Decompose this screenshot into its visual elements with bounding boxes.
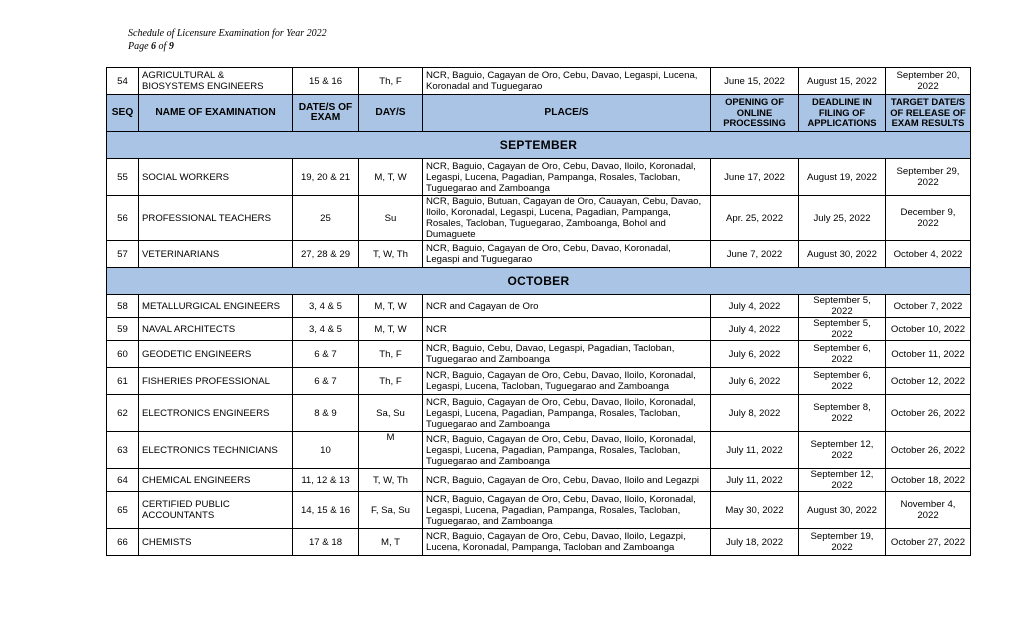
document-title: Schedule of Licensure Examination for Year 2022 bbox=[128, 28, 327, 39]
places-cell: NCR, Baguio, Cagayan de Oro, Cebu, Davao, Iloilo, Legazpi, Lucena, Koronadal, Pampanga, Tacloban and Zamboanga bbox=[423, 529, 711, 556]
opening-cell: Apr. 25, 2022 bbox=[711, 196, 799, 241]
table-row bbox=[107, 295, 971, 318]
deadline-cell: August 30, 2022 bbox=[799, 241, 886, 268]
exam-name-cell: METALLURGICAL ENGINEERS bbox=[139, 295, 293, 318]
opening-cell: July 6, 2022 bbox=[711, 368, 799, 395]
deadline-cell: August 15, 2022 bbox=[799, 68, 886, 95]
dates-cell: 25 bbox=[293, 196, 359, 241]
places-cell: NCR bbox=[423, 318, 711, 341]
dates-cell: 11, 12 & 13 bbox=[293, 469, 359, 492]
opening-cell: July 4, 2022 bbox=[711, 295, 799, 318]
table-row bbox=[107, 341, 971, 368]
seq-cell: 54 bbox=[107, 68, 139, 95]
exam-name-cell: GEODETIC ENGINEERS bbox=[139, 341, 293, 368]
page-header bbox=[128, 27, 327, 53]
table-row bbox=[107, 395, 971, 432]
exam-name-cell: CHEMICAL ENGINEERS bbox=[139, 469, 293, 492]
opening-cell: July 8, 2022 bbox=[711, 395, 799, 432]
days-cell: T, W, Th bbox=[359, 241, 423, 268]
places-cell: NCR, Baguio, Butuan, Cagayan de Oro, Cauayan, Cebu, Davao, Iloilo, Koronadal, Legaspi, Lucena, Pagadian, Pampanga, Rosales, Tacloban, Tuguegarao, Zamboanga, Bohol and Dumaguete bbox=[423, 196, 711, 241]
release-cell: September 20, 2022 bbox=[886, 68, 971, 95]
opening-cell: May 30, 2022 bbox=[711, 492, 799, 529]
deadline-cell: September 19, 2022 bbox=[799, 529, 886, 556]
dates-cell: 6 & 7 bbox=[293, 368, 359, 395]
days-cell: F, Sa, Su bbox=[359, 492, 423, 529]
opening-cell: June 7, 2022 bbox=[711, 241, 799, 268]
release-cell: October 26, 2022 bbox=[886, 395, 971, 432]
release-cell: October 4, 2022 bbox=[886, 241, 971, 268]
exam-schedule-table bbox=[106, 67, 971, 556]
days-cell: M, T bbox=[359, 529, 423, 556]
opening-cell: June 17, 2022 bbox=[711, 159, 799, 196]
dates-cell: 3, 4 & 5 bbox=[293, 295, 359, 318]
days-cell: T, W, Th bbox=[359, 469, 423, 492]
release-cell: October 12, 2022 bbox=[886, 368, 971, 395]
release-cell: December 9, 2022 bbox=[886, 196, 971, 241]
places-cell: NCR, Baguio, Cebu, Davao, Legaspi, Pagadian, Tacloban, Tuguegarao and Zamboanga bbox=[423, 341, 711, 368]
seq-cell: 61 bbox=[107, 368, 139, 395]
days-cell: Th, F bbox=[359, 341, 423, 368]
table-row bbox=[107, 159, 971, 196]
col-header-dates: DATE/S OF EXAM bbox=[293, 95, 359, 132]
dates-cell: 3, 4 & 5 bbox=[293, 318, 359, 341]
dates-cell: 10 bbox=[293, 432, 359, 469]
dates-cell: 6 & 7 bbox=[293, 341, 359, 368]
table-row bbox=[107, 432, 971, 469]
opening-cell: July 6, 2022 bbox=[711, 341, 799, 368]
seq-cell: 64 bbox=[107, 469, 139, 492]
col-header-name: NAME OF EXAMINATION bbox=[139, 95, 293, 132]
opening-cell: July 4, 2022 bbox=[711, 318, 799, 341]
exam-name-cell: CERTIFIED PUBLIC ACCOUNTANTS bbox=[139, 492, 293, 529]
dates-cell: 14, 15 & 16 bbox=[293, 492, 359, 529]
release-cell: October 27, 2022 bbox=[886, 529, 971, 556]
days-cell: M, T, W bbox=[359, 159, 423, 196]
opening-cell: June 15, 2022 bbox=[711, 68, 799, 95]
deadline-cell: July 25, 2022 bbox=[799, 196, 886, 241]
deadline-cell: August 30, 2022 bbox=[799, 492, 886, 529]
table-row bbox=[107, 529, 971, 556]
seq-cell: 66 bbox=[107, 529, 139, 556]
seq-cell: 55 bbox=[107, 159, 139, 196]
dates-cell: 19, 20 & 21 bbox=[293, 159, 359, 196]
exam-name-cell: AGRICULTURAL & BIOSYSTEMS ENGINEERS bbox=[139, 68, 293, 95]
deadline-cell: September 8, 2022 bbox=[799, 395, 886, 432]
dates-cell: 8 & 9 bbox=[293, 395, 359, 432]
days-cell: M, T, W bbox=[359, 318, 423, 341]
days-cell: Th, F bbox=[359, 68, 423, 95]
days-cell: M bbox=[359, 432, 423, 469]
seq-cell: 59 bbox=[107, 318, 139, 341]
table-row bbox=[107, 368, 971, 395]
release-cell: October 26, 2022 bbox=[886, 432, 971, 469]
table-row bbox=[107, 318, 971, 341]
deadline-cell: September 6, 2022 bbox=[799, 368, 886, 395]
places-cell: NCR, Baguio, Cagayan de Oro, Cebu, Davao, Legaspi, Lucena, Koronadal and Tuguegarao bbox=[423, 68, 711, 95]
exam-name-cell: NAVAL ARCHITECTS bbox=[139, 318, 293, 341]
deadline-cell: August 19, 2022 bbox=[799, 159, 886, 196]
exam-name-cell: ELECTRONICS TECHNICIANS bbox=[139, 432, 293, 469]
month-label: OCTOBER bbox=[107, 268, 971, 295]
exam-name-cell: FISHERIES PROFESSIONAL bbox=[139, 368, 293, 395]
dates-cell: 15 & 16 bbox=[293, 68, 359, 95]
seq-cell: 58 bbox=[107, 295, 139, 318]
table-row bbox=[107, 241, 971, 268]
opening-cell: July 11, 2022 bbox=[711, 469, 799, 492]
places-cell: NCR, Baguio, Cagayan de Oro, Cebu, Davao, Iloilo and Legazpi bbox=[423, 469, 711, 492]
deadline-cell: September 6, 2022 bbox=[799, 341, 886, 368]
days-cell: Th, F bbox=[359, 368, 423, 395]
seq-cell: 56 bbox=[107, 196, 139, 241]
table-row bbox=[107, 68, 971, 95]
table-row bbox=[107, 196, 971, 241]
exam-name-cell: SOCIAL WORKERS bbox=[139, 159, 293, 196]
col-header-places: PLACE/S bbox=[423, 95, 711, 132]
seq-cell: 57 bbox=[107, 241, 139, 268]
column-header-row bbox=[107, 95, 971, 132]
table-row bbox=[107, 492, 971, 529]
col-header-release: TARGET DATE/S OF RELEASE OF EXAM RESULTS bbox=[886, 95, 971, 132]
release-cell: October 10, 2022 bbox=[886, 318, 971, 341]
release-cell: October 18, 2022 bbox=[886, 469, 971, 492]
days-cell: Su bbox=[359, 196, 423, 241]
table-row bbox=[107, 469, 971, 492]
opening-cell: July 11, 2022 bbox=[711, 432, 799, 469]
places-cell: NCR, Baguio, Cagayan de Oro, Cebu, Davao, Iloilo, Koronadal, Legaspi, Lucena, Pagadian, Pampanga, Rosales, Tacloban, Tuguegarao and Zamboanga bbox=[423, 395, 711, 432]
exam-name-cell: VETERINARIANS bbox=[139, 241, 293, 268]
places-cell: NCR, Baguio, Cagayan de Oro, Cebu, Davao, Iloilo, Koronadal, Legaspi, Lucena, Pagadian, Pampanga, Rosales, Tacloban, Tuguegarao and Zamboanga bbox=[423, 432, 711, 469]
release-cell: September 29, 2022 bbox=[886, 159, 971, 196]
col-header-seq: SEQ bbox=[107, 95, 139, 132]
seq-cell: 62 bbox=[107, 395, 139, 432]
col-header-days: DAY/S bbox=[359, 95, 423, 132]
release-cell: October 7, 2022 bbox=[886, 295, 971, 318]
opening-cell: July 18, 2022 bbox=[711, 529, 799, 556]
col-header-opening: OPENING OF ONLINE PROCESSING bbox=[711, 95, 799, 132]
deadline-cell: September 5, 2022 bbox=[799, 295, 886, 318]
dates-cell: 17 & 18 bbox=[293, 529, 359, 556]
deadline-cell: September 5, 2022 bbox=[799, 318, 886, 341]
days-cell: M, T, W bbox=[359, 295, 423, 318]
exam-name-cell: ELECTRONICS ENGINEERS bbox=[139, 395, 293, 432]
seq-cell: 65 bbox=[107, 492, 139, 529]
dates-cell: 27, 28 & 29 bbox=[293, 241, 359, 268]
deadline-cell: September 12, 2022 bbox=[799, 432, 886, 469]
places-cell: NCR and Cagayan de Oro bbox=[423, 295, 711, 318]
release-cell: October 11, 2022 bbox=[886, 341, 971, 368]
exam-name-cell: PROFESSIONAL TEACHERS bbox=[139, 196, 293, 241]
page-number: Page 6 of 9 bbox=[128, 41, 174, 52]
seq-cell: 60 bbox=[107, 341, 139, 368]
places-cell: NCR, Baguio, Cagayan de Oro, Cebu, Davao, Koronadal, Legaspi and Tuguegarao bbox=[423, 241, 711, 268]
month-row-september bbox=[107, 132, 971, 159]
places-cell: NCR, Baguio, Cagayan de Oro, Cebu, Davao, Iloilo, Koronadal, Legaspi, Lucena, Pagadian, Pampanga, Rosales, Tacloban, Tuguegarao and Zamboanga bbox=[423, 159, 711, 196]
deadline-cell: September 12, 2022 bbox=[799, 469, 886, 492]
month-row-october bbox=[107, 268, 971, 295]
col-header-deadline: DEADLINE IN FILING OF APPLICATIONS bbox=[799, 95, 886, 132]
release-cell: November 4, 2022 bbox=[886, 492, 971, 529]
places-cell: NCR, Baguio, Cagayan de Oro, Cebu, Davao, Iloilo, Koronadal, Legaspi, Lucena, Pagadian, Pampanga, Rosales, Tacloban, Tuguegarao, and Zamboanga bbox=[423, 492, 711, 529]
exam-name-cell: CHEMISTS bbox=[139, 529, 293, 556]
days-cell: Sa, Su bbox=[359, 395, 423, 432]
places-cell: NCR, Baguio, Cagayan de Oro, Cebu, Davao, Iloilo, Koronadal, Legaspi, Lucena, Tacloban, Tuguegarao and Zamboanga bbox=[423, 368, 711, 395]
month-label: SEPTEMBER bbox=[107, 132, 971, 159]
seq-cell: 63 bbox=[107, 432, 139, 469]
